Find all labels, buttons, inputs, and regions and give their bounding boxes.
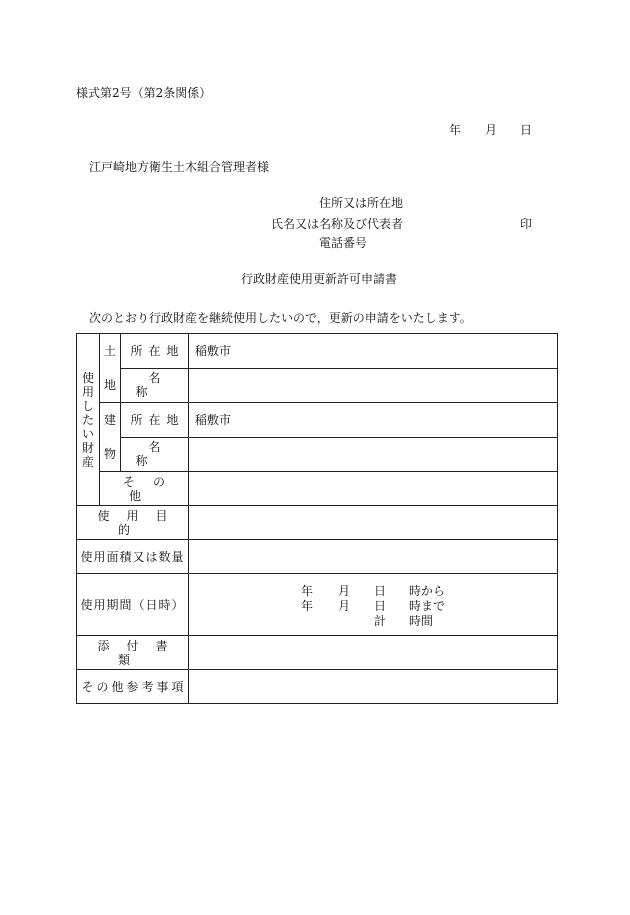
other-row: [77, 472, 558, 506]
building-label: 建 物: [100, 403, 121, 472]
period-value[interactable]: [189, 574, 558, 636]
date-year-label: 年: [449, 123, 462, 137]
purpose-row: [77, 506, 558, 540]
period-from-month: 月: [338, 583, 351, 598]
period-from-hour: 時から: [409, 583, 446, 598]
land-location-row: [77, 334, 558, 369]
attachments-value[interactable]: [189, 636, 558, 670]
area-row: [77, 540, 558, 574]
building-name-label: 名称: [121, 437, 189, 472]
seal-mark: 印: [520, 217, 533, 231]
land-name-value[interactable]: [189, 368, 558, 403]
area-label: 使用面積又は数量: [77, 540, 189, 574]
purpose-label: 使用目的: [77, 506, 189, 540]
applicant-name-label: 氏名又は名称及び代表者: [271, 217, 404, 231]
building-location-row: [77, 403, 558, 438]
remarks-label: その他参考事項: [77, 670, 189, 704]
land-name-label: 名称: [121, 368, 189, 403]
remarks-row: [77, 670, 558, 704]
land-location-label: 所在地: [121, 334, 189, 369]
building-name-value[interactable]: [189, 437, 558, 472]
building-location-value[interactable]: 稲敷市: [189, 403, 558, 438]
land-name-row: [77, 368, 558, 403]
document-title: 行政財産使用更新許可申請書: [241, 272, 398, 286]
applicant-phone-label: 電話番号: [319, 236, 368, 250]
area-value[interactable]: [189, 540, 558, 574]
other-label: その他: [100, 472, 189, 506]
period-total-label: 計: [374, 613, 387, 628]
remarks-value[interactable]: [189, 670, 558, 704]
period-until-month: 月: [338, 598, 351, 613]
attachments-row: [77, 636, 558, 670]
form-number: 様式第2号（第2条関係）: [76, 86, 212, 100]
other-value[interactable]: [189, 472, 558, 506]
period-label: 使用期間（日時）: [77, 574, 189, 636]
land-label: 土 地: [100, 334, 121, 403]
period-row: [77, 574, 558, 636]
period-until-year: 年: [301, 598, 314, 613]
building-location-label: 所在地: [121, 403, 189, 438]
intro-text: 次のとおり行政財産を継続使用したいので，更新の申請をいたします。: [89, 311, 472, 325]
period-until-day: 日: [374, 598, 387, 613]
attachments-label: 添付書類: [77, 636, 189, 670]
property-group-label: 使 用 し た い 財 産: [77, 334, 100, 506]
applicant-address-label: 住所又は所在地: [319, 196, 404, 210]
building-name-row: [77, 437, 558, 472]
date-month-label: 月: [485, 123, 498, 137]
land-location-value[interactable]: 稲敷市: [189, 334, 558, 369]
addressee: 江戸崎地方衛生土木組合管理者様: [89, 160, 270, 174]
purpose-value[interactable]: [189, 506, 558, 540]
period-from-day: 日: [374, 583, 387, 598]
application-table: [76, 333, 558, 704]
period-from-year: 年: [301, 583, 314, 598]
period-total-hours: 時間: [409, 613, 434, 628]
date-day-label: 日: [520, 123, 533, 137]
period-until-hour: 時まで: [409, 598, 446, 613]
